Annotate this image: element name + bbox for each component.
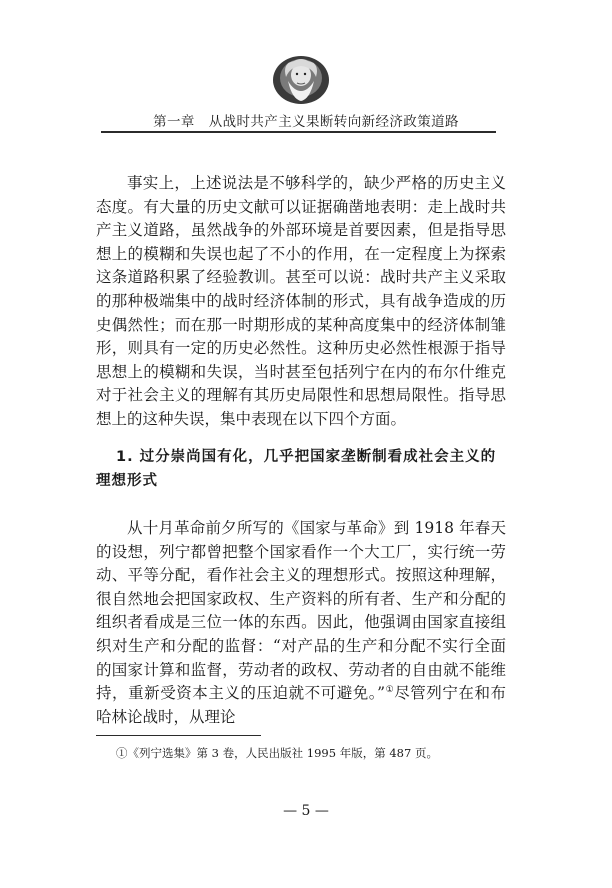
body-paragraph-1: 事实上，上述说法是不够科学的，缺少严格的历史主义态度。有大量的历史文献可以证据确凿地表明：走上战时共产主义道路，虽然战争的外部环境是首要因素，但是指导思想上的模糊和失误也起了不小的作用，在一定程度上为探索这条道路积累了经验教训。甚至可以说：战时共产主义采取的那种极端集中的战时经济体制的形式，具有战争造成的历史偶然性；而在那一时期形成的某种高度集中的经济体制雏形，则具有一定的历史必然性。这种历史必然性根源于指导思想上的模糊和失误，当时甚至包括列宁在内的布尔什维克对于社会主义的理解有其历史局限性和思想局限性。指导思想上的这种失误，集中表现在以下四个方面。 bbox=[96, 174, 506, 428]
page-number: — 5 — bbox=[283, 803, 329, 819]
paragraph-2-tail: 尽管列宁在和布哈林论战时，从理论 bbox=[96, 684, 506, 726]
section-heading-line2: 理想形式 bbox=[96, 473, 158, 489]
running-header: 第一章 从战时共产主义果断转向新经济政策道路 bbox=[153, 114, 459, 130]
body-paragraph-2 bbox=[96, 517, 506, 729]
footnote-divider bbox=[96, 735, 261, 736]
section-heading-line1: 1. 过分崇尚国有化，几乎把国家垄断制看成社会主义的 bbox=[116, 449, 497, 465]
section-heading bbox=[96, 445, 512, 493]
footnote: ①《列宁选集》第 3 卷，人民出版社 1995 年版，第 487 页。 bbox=[116, 746, 438, 760]
author-portrait-icon bbox=[272, 55, 330, 105]
footnote-marker: ① bbox=[385, 685, 395, 696]
paragraph-2-text: 从十月革命前夕所写的《国家与革命》到 1918 年春天的设想，列宁都曾把整个国家看作一个大工厂，实行统一劳动、平等分配，看作社会主义的理想形式。按照这种理解，很自然地会把国家政权、生产资料的所有者、生产和分配的组织者看成是三位一体的东西。因此，他强调由国家直接组织对生产和分配的监督：“对产品的生产和分配不实行全面的国家计算和监督，劳动者的政权、劳动者的自由就不能维持，重新受资本主义的压迫就不可避免。” bbox=[96, 519, 506, 703]
header-divider bbox=[101, 131, 496, 133]
